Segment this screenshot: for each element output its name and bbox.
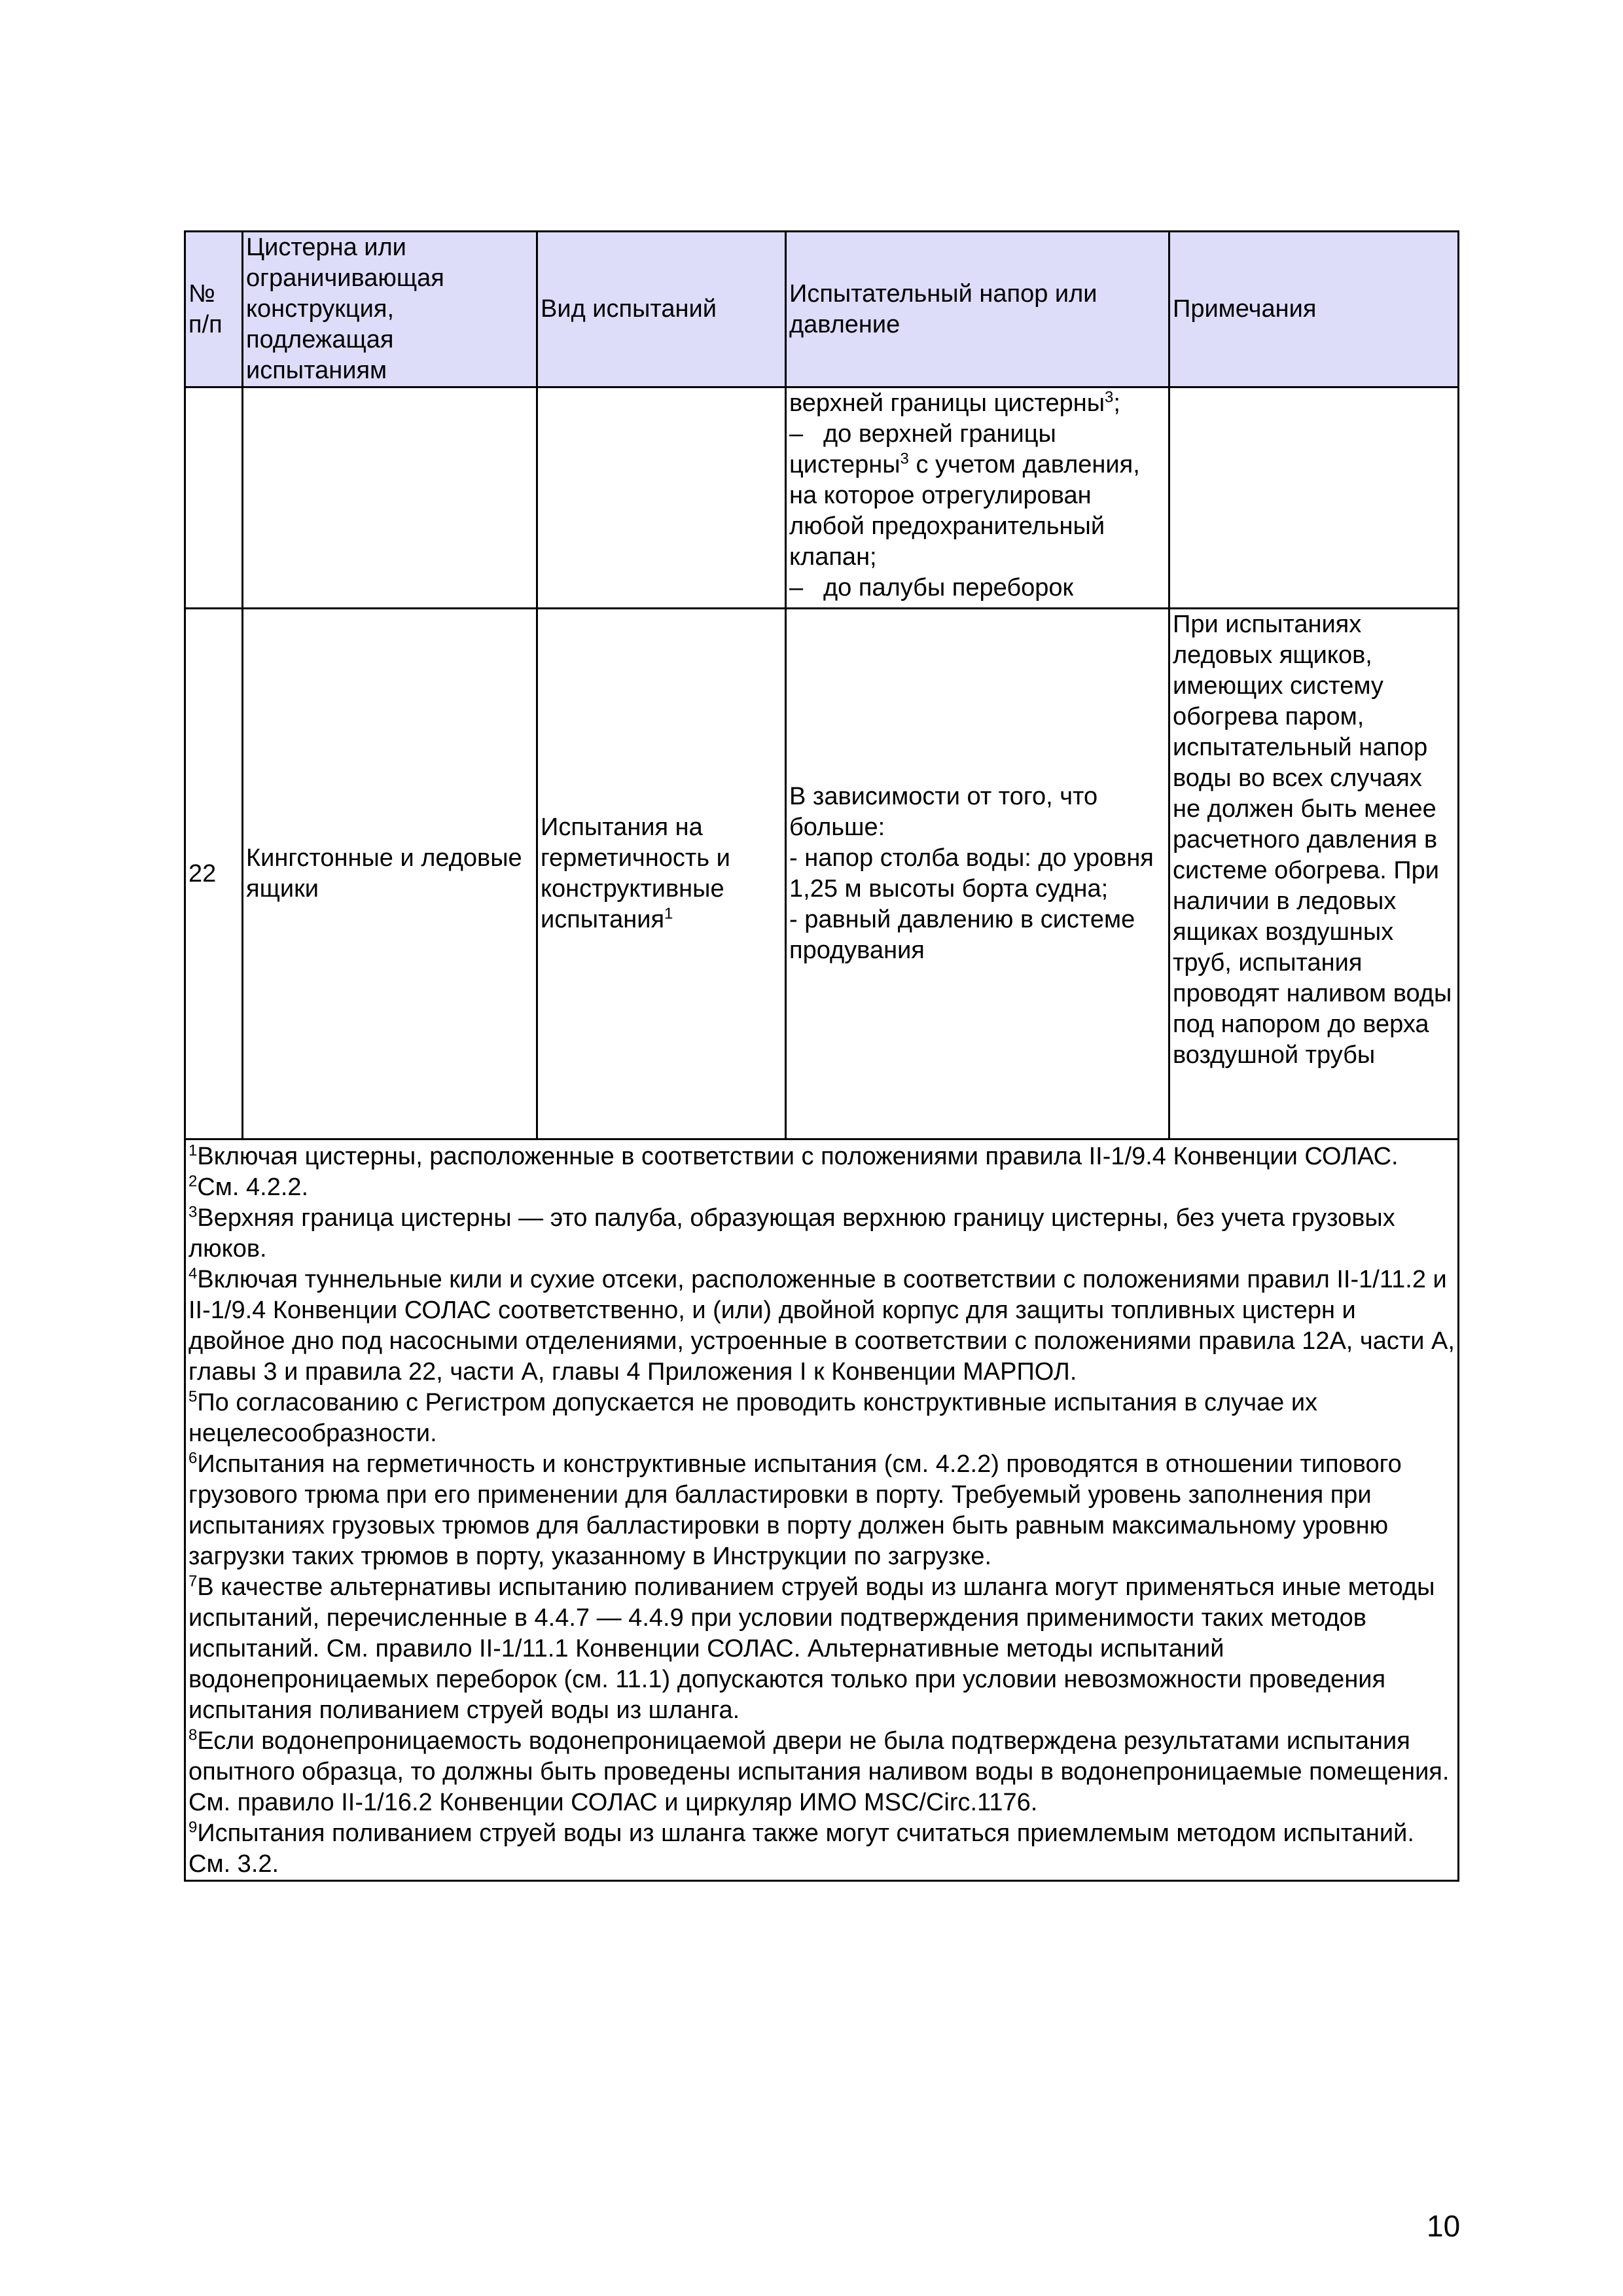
table-footnotes-row xyxy=(185,1139,1459,1881)
cell-head: В зависимости от того, что больше: - напор столба воды: до уровня 1,25 м высоты борта судна; - равный давлению в системе продувания xyxy=(786,609,1169,1139)
header-notes: Примечания xyxy=(1169,232,1459,387)
head-line-1: верхней границы цистерны$^3$; xyxy=(789,388,1120,417)
footnote: $^7$В качестве альтернативы испытанию поливанием струей воды из шланга могут применяться иные методы испытаний, перечисленные в 4.4.7 — 4.4.9 при условии подтверждения применимости таких методов испытаний. См. правило II-1/11.1 Конвенции СОЛАС. Альтернативные методы испытаний водонепроницаемых переборок (см. 11.1) допускаются только при условии невозможности проведения испытания поливанием струей воды из шланга. xyxy=(188,1572,1435,1724)
footnote: $^5$По согласованию с Регистром допускается не проводить конструктивные испытания в случае их нецелесообразности. xyxy=(188,1388,1318,1447)
cell-test-type: Испытания на герметичность и конструктивные испытания$^1$ xyxy=(537,609,786,1139)
footnote: $^1$Включая цистерны, расположенные в соответствии с положениями правила II-1/9.4 Конвенции СОЛАС. xyxy=(188,1141,1399,1170)
cell-head xyxy=(786,387,1169,609)
cell-test-type xyxy=(537,387,786,609)
testing-table xyxy=(184,230,1459,1882)
cell-notes xyxy=(1169,387,1459,609)
page-number: 10 xyxy=(1427,2209,1461,2243)
cell-number: 22 xyxy=(185,609,243,1139)
cell-notes: При испытаниях ледовых ящиков, имеющих систему обогрева паром, испытательный напор воды во всех случаях не должен быть менее расчетного давления в системе обогрева. При наличии в ледовых ящиках воздушных труб, испытания проводят наливом воды под напором до верха воздушной трубы xyxy=(1169,609,1459,1139)
table-header-row xyxy=(185,232,1459,387)
header-number: № п/п xyxy=(185,232,243,387)
header-test-type: Вид испытаний xyxy=(537,232,786,387)
cell-tank xyxy=(243,387,537,609)
footnote: $^9$Испытания поливанием струей воды из шланга также могут считаться приемлемым методом испытаний. См. 3.2. xyxy=(188,1818,1414,1878)
header-tank: Цистерна или ограничивающая конструкция, подлежащая испытаниям xyxy=(243,232,537,387)
footnote: $^8$Если водонепроницаемость водонепроницаемой двери не была подтверждена результатами испытания опытного образца, то должны быть проведены испытания наливом воды в водонепроницаемые помещения. См. правило II-1/16.2 Конвенции СОЛАС и циркуляр ИМО MSC/Circ.1176. xyxy=(188,1726,1450,1816)
footnote: $^4$Включая туннельные кили и сухие отсеки, расположенные в соответствии с положениями правил II-1/11.2 и II-1/9.4 Конвенции СОЛАС соответственно, и (или) двойной корпус для защиты топливных цистерн и двойное дно под насосными отделениями, устроенные в соответствии с положениями правила 12A, части A, главы 3 и правила 22, части A, главы 4 Приложения I к Конвенции МАРПОЛ. xyxy=(188,1265,1455,1386)
head-line-3: – до палубы переборок xyxy=(789,574,1074,601)
table-row-continuation xyxy=(185,387,1459,609)
footnote: $^3$Верхняя граница цистерны — это палуба, образующая верхнюю границу цистерны, без учета грузовых люков. xyxy=(188,1203,1395,1263)
table-row-22 xyxy=(185,609,1459,1139)
footnotes-cell xyxy=(185,1139,1459,1881)
footnote: $^6$Испытания на герметичность и конструктивные испытания (см. 4.2.2) проводятся в отношении типового грузового трюма при его применении для балластировки в порту. Требуемый уровень заполнения при испытаниях грузовых трюмов для балластировки в порту должен быть равным максимальному уровню загрузки таких трюмов в порту, указанному в Инструкции по загрузке. xyxy=(188,1449,1402,1570)
head-line-2: – до верхней границы цистерны$^3$ с учетом давления, на которое отрегулирован любой предохранительный клапан; xyxy=(789,420,1140,571)
cell-number xyxy=(185,387,243,609)
header-head: Испытательный напор или давление xyxy=(786,232,1169,387)
footnote: $^2$См. 4.2.2. xyxy=(188,1172,309,1201)
cell-tank: Кингстонные и ледовые ящики xyxy=(243,609,537,1139)
